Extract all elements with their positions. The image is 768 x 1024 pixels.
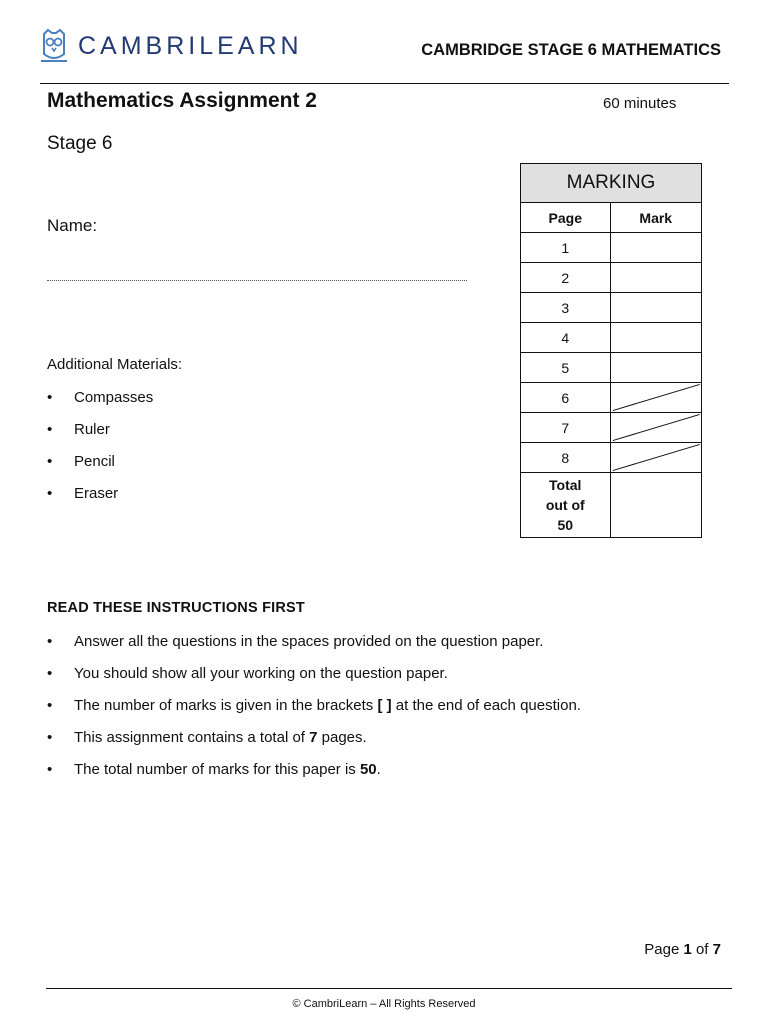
list-item: • You should show all your working on the question paper.	[47, 665, 581, 697]
mark-cell[interactable]	[610, 263, 702, 293]
instruction-text: The total number of marks for this paper is	[74, 761, 360, 778]
list-item: • Eraser	[47, 485, 153, 517]
page-current: 1	[683, 941, 692, 958]
instruction-text: .	[376, 761, 381, 778]
instruction-text: pages.	[317, 729, 367, 746]
brackets-symbol: [ ]	[377, 697, 392, 714]
page-cell: 1	[521, 233, 611, 263]
page-cell: 7	[521, 413, 611, 443]
stage-label: Stage 6	[47, 133, 113, 154]
page-title: Mathematics Assignment 2	[47, 89, 317, 112]
brand-name: CAMBRILEARN	[78, 31, 303, 60]
header-divider	[40, 83, 729, 84]
copyright-notice: © CambriLearn – All Rights Reserved	[292, 998, 476, 1010]
page-of: of	[691, 941, 713, 958]
marking-table	[520, 163, 702, 538]
total-label	[521, 473, 611, 538]
duration-label: 60 minutes	[603, 95, 677, 112]
diagonal-strike	[611, 443, 702, 472]
diagonal-strike	[611, 383, 702, 412]
list-item	[47, 761, 581, 793]
page-cell: 4	[521, 323, 611, 353]
total-label-line: out of	[545, 497, 585, 513]
instructions-heading: READ THESE INSTRUCTIONS FIRST	[47, 600, 305, 616]
owl-icon	[40, 28, 68, 64]
instruction-text: The number of marks is given in the brackets	[74, 697, 378, 714]
mark-cell-crossed	[610, 413, 702, 443]
name-input-line[interactable]	[47, 280, 467, 281]
table-row-total	[521, 473, 702, 538]
list-item: • Answer all the questions in the spaces provided on the question paper.	[47, 633, 581, 665]
list-item	[47, 697, 581, 729]
column-header-page: Page	[521, 203, 611, 233]
list-item: • Pencil	[47, 453, 153, 485]
page-count: 7	[309, 729, 318, 746]
instructions-list	[47, 633, 581, 793]
column-header-mark: Mark	[610, 203, 702, 233]
page-cell: 2	[521, 263, 611, 293]
materials-label: Additional Materials:	[47, 356, 183, 373]
instruction-text: at the end of each question.	[391, 697, 581, 714]
materials-list	[47, 389, 153, 517]
page-cell: 8	[521, 443, 611, 473]
page-number	[644, 941, 721, 958]
subject-heading: CAMBRIDGE STAGE 6 MATHEMATICS	[421, 41, 721, 59]
page-total: 7	[712, 941, 721, 958]
mark-cell[interactable]	[610, 323, 702, 353]
page-cell: 5	[521, 353, 611, 383]
table-row	[521, 323, 702, 353]
table-row	[521, 293, 702, 323]
brand-logo	[40, 28, 303, 64]
instruction-text: This assignment contains a total of	[74, 729, 310, 746]
total-marks: 50	[359, 761, 377, 778]
name-label: Name:	[47, 216, 98, 235]
page-cell: 6	[521, 383, 611, 413]
mark-cell-crossed	[610, 443, 702, 473]
table-row	[521, 233, 702, 263]
mark-cell[interactable]	[610, 293, 702, 323]
total-mark-cell[interactable]	[610, 473, 702, 538]
table-row	[521, 383, 702, 413]
page-prefix: Page	[644, 941, 684, 958]
table-row	[521, 413, 702, 443]
total-label-line: 50	[557, 517, 574, 533]
table-row	[521, 353, 702, 383]
list-item: • Compasses	[47, 389, 153, 421]
total-label-line: Total	[549, 477, 582, 493]
marking-title: MARKING	[521, 164, 702, 203]
list-item: • Ruler	[47, 421, 153, 453]
mark-cell[interactable]	[610, 233, 702, 263]
list-item	[47, 729, 581, 761]
mark-cell-crossed	[610, 383, 702, 413]
diagonal-strike	[611, 413, 702, 442]
table-row	[521, 443, 702, 473]
mark-cell[interactable]	[610, 353, 702, 383]
table-row	[521, 263, 702, 293]
footer-divider	[46, 988, 732, 989]
page-cell: 3	[521, 293, 611, 323]
